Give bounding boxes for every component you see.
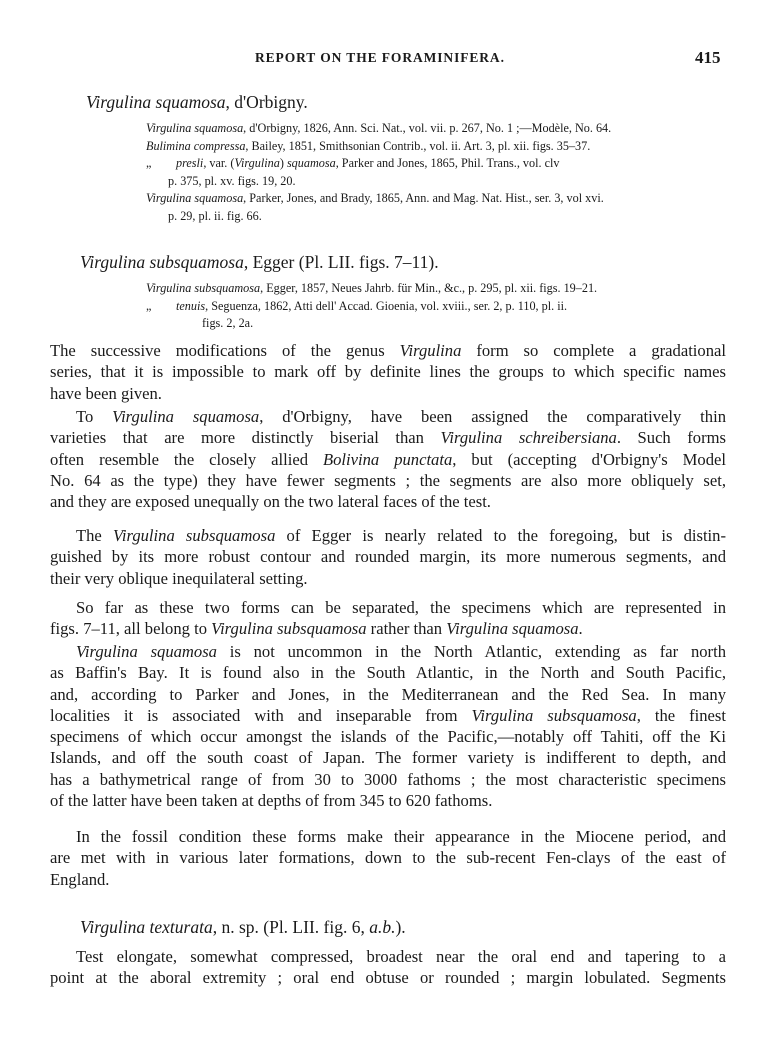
running-header: [0, 50, 776, 72]
synonym-entry: [146, 280, 597, 298]
text-line: series, that it is impossible to mark off by definite lines the groups to which specific names: [50, 362, 726, 382]
species-heading-texturata: [80, 917, 406, 938]
species-name: Virgulina subsquamosa: [112, 526, 276, 545]
synonym-citation: ): [279, 156, 287, 170]
text-span: varieties that are more distinctly biserial than: [50, 428, 441, 448]
species-heading-subsquamosa: [80, 252, 439, 273]
text-span: of Egger is nearly related to the foregoing, but is distin-: [275, 526, 726, 545]
text-line: and they are exposed unequally on the two lateral faces of the test.: [50, 492, 491, 512]
paragraph-1: [50, 340, 726, 404]
species-name: Virgulina squamosa: [446, 619, 579, 639]
text-line: [50, 340, 726, 361]
synonym-citation: , d'Orbigny, 1826, Ann. Sci. Nat., vol. vii. p. 267, No. 1 ;—Modèle, No. 64.: [243, 121, 612, 135]
text-line: specimens of which occur amongst the islands of the Pacific,—notably off Tahiti, off the Ki: [50, 727, 726, 747]
text-span: .: [578, 619, 583, 639]
text-line: their very oblique inequilateral setting.: [50, 568, 308, 588]
text-line: England.: [50, 869, 110, 889]
ditto-mark: „: [146, 156, 152, 170]
synonym-name: squamosa: [286, 156, 336, 170]
text-span: The successive modifications of the genus: [50, 341, 400, 360]
text-line: Test elongate, somewhat compressed, broadest near the oral end and tapering to a: [76, 947, 726, 966]
synonym-citation: , Seguenza, 1862, Atti dell' Accad. Gioenia, vol. xviii., ser. 2, p. 110, pl. ii.: [205, 298, 568, 313]
species-name: Virgulina subsquamosa: [211, 619, 367, 639]
figure-ref: a.b.: [369, 917, 396, 937]
species-author: , d'Orbigny.: [225, 92, 308, 112]
synonym-entry: [146, 298, 597, 316]
text-line: have been given.: [50, 383, 162, 403]
synonym-entry: [146, 155, 611, 173]
ditto-mark: „: [146, 298, 152, 313]
text-line: as Baffin's Bay. It is found also in the South Atlantic, in the North and South Pacific,: [50, 663, 726, 683]
header-title: REPORT ON THE FORAMINIFERA.: [255, 50, 505, 65]
synonym-continuation: p. 375, pl. xv. figs. 19, 20.: [168, 173, 296, 188]
text-line: [50, 641, 726, 662]
species-name: Virgulina schreibersiana: [440, 428, 617, 448]
synonym-citation: , Bailey, 1851, Smithsonian Contrib., vol. ii. Art. 3, pl. xii. figs. 35–37.: [245, 138, 591, 153]
species-author: , Egger (Pl. LII. figs. 7–11).: [243, 252, 439, 272]
species-name: Virgulina subsquamosa: [80, 252, 244, 272]
text-line: [50, 618, 726, 639]
paragraph-6: [50, 826, 726, 890]
text-span: often resemble the closely allied: [50, 449, 323, 469]
text-line: are met with in various later formations, down to the sub-recent Fen-clays of the east of: [50, 848, 726, 868]
page-number: 415: [695, 48, 721, 67]
text-span: , d'Orbigny, have been assigned the comparatively thin: [259, 407, 726, 426]
text-line: guished by its more robust contour and rounded margin, its more numerous segments, and: [50, 547, 726, 567]
synonym-entry: [146, 120, 611, 138]
synonym-name: Bulimina compressa: [146, 138, 246, 153]
text-span: figs. 7–11, all belong to: [50, 619, 212, 639]
text-span: To: [76, 407, 113, 426]
synonym-name: Virgulina subsquamosa: [146, 281, 261, 295]
paragraph-3: [50, 525, 726, 589]
text-span: localities it is associated with and inseparable from: [50, 705, 472, 725]
text-line: In the fossil condition these forms make their appearance in the Miocene period, and: [76, 827, 726, 846]
genus-name: Virgulina: [399, 341, 462, 360]
synonym-entry: [146, 190, 611, 208]
text-line: [50, 705, 726, 726]
text-span: , the finest: [636, 705, 726, 725]
synonymy-list-subsquamosa: [146, 280, 597, 333]
text-line: of the latter have been taken at depths of from 345 to 620 fathoms.: [50, 791, 493, 811]
text-span: form so complete a gradational: [461, 341, 726, 360]
text-line: [50, 406, 726, 427]
species-name: Bolivina punctata: [323, 449, 453, 469]
paragraph-5: [50, 641, 726, 811]
paragraph-2: [50, 406, 726, 512]
synonym-name: tenuis: [176, 298, 206, 313]
text-span: is not uncommon in the North Atlantic, extending as far north: [216, 642, 726, 661]
text-line: No. 64 as the type) they have fewer segments ; the segments are also more obliquely set,: [50, 470, 726, 490]
synonym-name: Virgulina squamosa: [146, 121, 244, 135]
synonym-name: presli: [176, 156, 204, 170]
text-span: The: [76, 526, 113, 545]
paragraph-4: [50, 597, 726, 640]
synonym-citation: , Egger, 1857, Neues Jahrb. für Min., &c., p. 295, pl. xii. figs. 19–21.: [260, 281, 598, 295]
species-author: , n. sp. (Pl. LII. fig. 6,: [212, 917, 370, 937]
paragraph-7: [50, 946, 726, 989]
text-line: [50, 427, 726, 448]
text-line: [50, 525, 726, 546]
synonym-citation: , var. (: [203, 156, 235, 170]
text-span: rather than: [366, 619, 447, 639]
species-name: Virgulina squamosa: [76, 642, 217, 661]
synonym-continuation: p. 29, pl. ii. fig. 66.: [168, 208, 262, 223]
species-heading-squamosa: [86, 92, 308, 113]
text-line: has a bathymetrical range of from 30 to 3000 fathoms ; the most characteristic specimens: [50, 769, 726, 789]
text-line: point at the aboral extremity ; oral end obtuse or rounded ; margin lobulated. Segments: [50, 968, 726, 988]
synonym-entry: [146, 138, 611, 156]
species-name: Virgulina squamosa: [86, 92, 226, 112]
synonym-continuation: figs. 2, 2a.: [202, 316, 254, 330]
species-name: Virgulina squamosa: [112, 407, 260, 426]
synonym-citation: , Parker and Jones, 1865, Phil. Trans., vol. clv: [335, 156, 560, 170]
synonymy-list-squamosa: [146, 120, 611, 225]
species-name: Virgulina texturata: [80, 917, 213, 937]
species-name: Virgulina subsquamosa: [471, 705, 637, 725]
synonym-name: Virgulina squamosa: [146, 191, 244, 205]
text-span: . Such forms: [616, 428, 726, 448]
text-line: So far as these two forms can be separated, the specimens which are represented in: [76, 598, 726, 617]
heading-end: ).: [395, 917, 406, 937]
text-line: [50, 449, 726, 470]
text-line: and, according to Parker and Jones, in the Mediterranean and the Red Sea. In many: [50, 684, 726, 704]
synonym-name: Virgulina: [234, 156, 280, 170]
synonym-citation: , Parker, Jones, and Brady, 1865, Ann. and Mag. Nat. Hist., ser. 3, vol xvi.: [243, 191, 604, 205]
text-span: , but (accepting d'Orbigny's Model: [452, 449, 726, 469]
text-line: Islands, and off the south coast of Japan. The former variety is indifferent to depth, and: [50, 748, 726, 768]
